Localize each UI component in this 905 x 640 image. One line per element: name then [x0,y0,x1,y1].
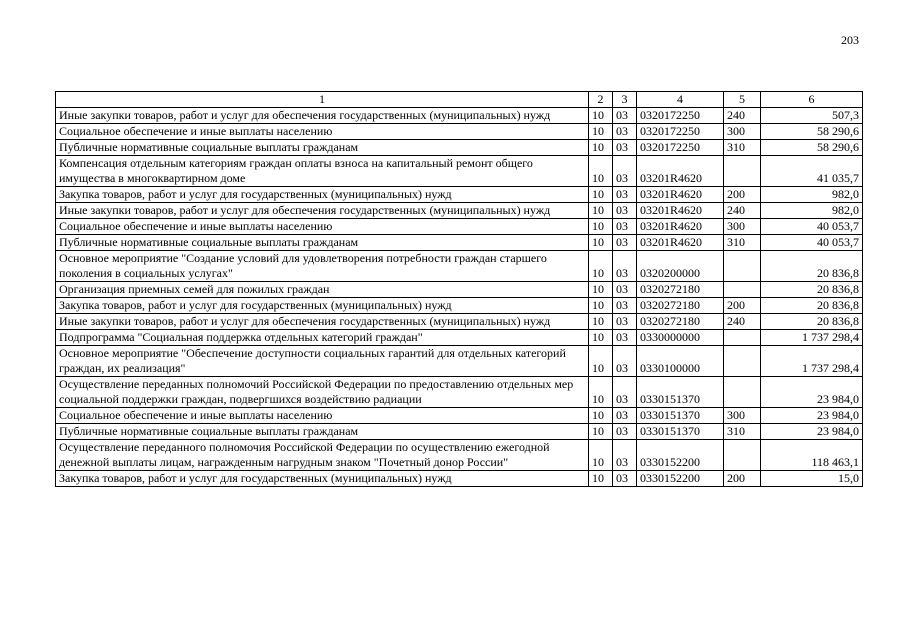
row-expense-type-cell [724,282,761,298]
row-section-cell: 10 [589,440,613,471]
row-sum-cell: 507,3 [761,108,863,124]
header-cell-target-article: 4 [637,92,724,108]
row-target-article-cell: 03201R4620 [637,219,724,235]
row-expense-type-cell: 300 [724,124,761,140]
row-sum-cell: 41 035,7 [761,156,863,187]
row-name-cell: Организация приемных семей для пожилых граждан [56,282,589,298]
row-name-cell: Социальное обеспечение и иные выплаты населению [56,124,589,140]
row-expense-type-cell: 310 [724,140,761,156]
row-expense-type-cell [724,440,761,471]
header-row [56,92,863,108]
table-row [56,330,863,346]
row-expense-type-cell: 240 [724,108,761,124]
row-section-cell: 10 [589,235,613,251]
row-subsection-cell: 03 [613,219,637,235]
row-expense-type-cell [724,346,761,377]
row-subsection-cell: 03 [613,471,637,487]
row-sum-cell: 40 053,7 [761,235,863,251]
table-row [56,282,863,298]
table-row [56,156,863,187]
row-subsection-cell: 03 [613,140,637,156]
row-name-cell: Подпрограмма "Социальная поддержка отдельных категорий граждан" [56,330,589,346]
table-row [56,140,863,156]
row-section-cell: 10 [589,108,613,124]
row-subsection-cell: 03 [613,424,637,440]
row-target-article-cell: 03201R4620 [637,156,724,187]
row-target-article-cell: 0320172250 [637,124,724,140]
row-target-article-cell: 03201R4620 [637,235,724,251]
row-target-article-cell: 0320272180 [637,314,724,330]
row-target-article-cell: 0320200000 [637,251,724,282]
row-expense-type-cell [724,377,761,408]
table-row [56,346,863,377]
table-row [56,424,863,440]
row-name-cell: Иные закупки товаров, работ и услуг для обеспечения государственных (муниципальных) нужд [56,314,589,330]
row-section-cell: 10 [589,330,613,346]
row-sum-cell: 40 053,7 [761,219,863,235]
table-row [56,298,863,314]
row-expense-type-cell [724,251,761,282]
table-row [56,235,863,251]
row-subsection-cell: 03 [613,377,637,408]
row-sum-cell: 20 836,8 [761,282,863,298]
row-subsection-cell: 03 [613,282,637,298]
table-body [56,108,863,487]
row-expense-type-cell: 310 [724,235,761,251]
row-sum-cell: 20 836,8 [761,251,863,282]
row-name-cell: Социальное обеспечение и иные выплаты населению [56,408,589,424]
row-expense-type-cell: 300 [724,219,761,235]
row-target-article-cell: 0330000000 [637,330,724,346]
page-number: 203 [841,33,859,47]
row-section-cell: 10 [589,424,613,440]
table-row [56,440,863,471]
row-sum-cell: 20 836,8 [761,298,863,314]
row-name-cell: Публичные нормативные социальные выплаты гражданам [56,424,589,440]
row-target-article-cell: 0330151370 [637,424,724,440]
row-section-cell: 10 [589,187,613,203]
row-target-article-cell: 0330152200 [637,440,724,471]
row-target-article-cell: 0320172250 [637,140,724,156]
row-subsection-cell: 03 [613,187,637,203]
row-subsection-cell: 03 [613,408,637,424]
row-expense-type-cell [724,156,761,187]
row-target-article-cell: 03201R4620 [637,187,724,203]
row-sum-cell: 23 984,0 [761,377,863,408]
budget-table [55,91,863,487]
table-row [56,219,863,235]
row-name-cell: Компенсация отдельным категориям граждан оплаты взноса на капитальный ремонт общего имущества в многоквартирном доме [56,156,589,187]
row-section-cell: 10 [589,471,613,487]
row-subsection-cell: 03 [613,108,637,124]
row-name-cell: Иные закупки товаров, работ и услуг для обеспечения государственных (муниципальных) нужд [56,203,589,219]
row-target-article-cell: 0320172250 [637,108,724,124]
row-subsection-cell: 03 [613,314,637,330]
row-section-cell: 10 [589,377,613,408]
row-target-article-cell: 0320272180 [637,282,724,298]
row-name-cell: Публичные нормативные социальные выплаты гражданам [56,140,589,156]
row-sum-cell: 58 290,6 [761,140,863,156]
row-name-cell: Основное мероприятие "Создание условий для удовлетворения потребности граждан старшего поколения в социальных услугах" [56,251,589,282]
row-section-cell: 10 [589,156,613,187]
row-sum-cell: 23 984,0 [761,424,863,440]
table-row [56,203,863,219]
header-cell-subsection: 3 [613,92,637,108]
table-row [56,408,863,424]
row-name-cell: Публичные нормативные социальные выплаты гражданам [56,235,589,251]
row-subsection-cell: 03 [613,330,637,346]
table-row [56,251,863,282]
row-subsection-cell: 03 [613,440,637,471]
row-expense-type-cell: 200 [724,471,761,487]
row-section-cell: 10 [589,282,613,298]
table-row [56,314,863,330]
row-target-article-cell: 0330100000 [637,346,724,377]
table-row [56,471,863,487]
row-subsection-cell: 03 [613,235,637,251]
row-name-cell: Закупка товаров, работ и услуг для государственных (муниципальных) нужд [56,298,589,314]
row-name-cell: Закупка товаров, работ и услуг для государственных (муниципальных) нужд [56,187,589,203]
row-expense-type-cell: 240 [724,314,761,330]
row-subsection-cell: 03 [613,124,637,140]
row-section-cell: 10 [589,203,613,219]
row-sum-cell: 982,0 [761,203,863,219]
row-target-article-cell: 0330151370 [637,408,724,424]
row-subsection-cell: 03 [613,346,637,377]
row-section-cell: 10 [589,251,613,282]
row-subsection-cell: 03 [613,298,637,314]
row-sum-cell: 1 737 298,4 [761,330,863,346]
header-cell-name: 1 [56,92,589,108]
row-expense-type-cell: 200 [724,298,761,314]
table-row [56,124,863,140]
row-sum-cell: 1 737 298,4 [761,346,863,377]
header-cell-section: 2 [589,92,613,108]
header-cell-sum: 6 [761,92,863,108]
header-cell-expense-type: 5 [724,92,761,108]
row-sum-cell: 58 290,6 [761,124,863,140]
table-row [56,377,863,408]
row-sum-cell: 20 836,8 [761,314,863,330]
row-section-cell: 10 [589,140,613,156]
row-target-article-cell: 0320272180 [637,298,724,314]
row-expense-type-cell [724,330,761,346]
row-expense-type-cell: 200 [724,187,761,203]
row-target-article-cell: 03201R4620 [637,203,724,219]
row-section-cell: 10 [589,124,613,140]
row-sum-cell: 118 463,1 [761,440,863,471]
row-sum-cell: 15,0 [761,471,863,487]
row-section-cell: 10 [589,314,613,330]
row-section-cell: 10 [589,346,613,377]
row-subsection-cell: 03 [613,251,637,282]
row-section-cell: 10 [589,219,613,235]
row-subsection-cell: 03 [613,156,637,187]
row-target-article-cell: 0330151370 [637,377,724,408]
row-target-article-cell: 0330152200 [637,471,724,487]
row-section-cell: 10 [589,298,613,314]
row-expense-type-cell: 300 [724,408,761,424]
table-row [56,187,863,203]
row-expense-type-cell: 310 [724,424,761,440]
table-row [56,108,863,124]
row-sum-cell: 982,0 [761,187,863,203]
row-section-cell: 10 [589,408,613,424]
row-subsection-cell: 03 [613,203,637,219]
row-name-cell: Осуществление переданного полномочия Российской Федерации по осуществлению ежегодной денежной выплаты лицам, награжденным нагрудным знаком "Почетный донор России" [56,440,589,471]
row-name-cell: Осуществление переданных полномочий Российской Федерации по предоставлению отдельных мер социальной поддержки граждан, подвергшихся воздействию радиации [56,377,589,408]
row-name-cell: Закупка товаров, работ и услуг для государственных (муниципальных) нужд [56,471,589,487]
row-name-cell: Основное мероприятие "Обеспечение доступности социальных гарантий для отдельных категорий граждан, их реализация" [56,346,589,377]
row-expense-type-cell: 240 [724,203,761,219]
row-name-cell: Социальное обеспечение и иные выплаты населению [56,219,589,235]
row-name-cell: Иные закупки товаров, работ и услуг для обеспечения государственных (муниципальных) нужд [56,108,589,124]
row-sum-cell: 23 984,0 [761,408,863,424]
